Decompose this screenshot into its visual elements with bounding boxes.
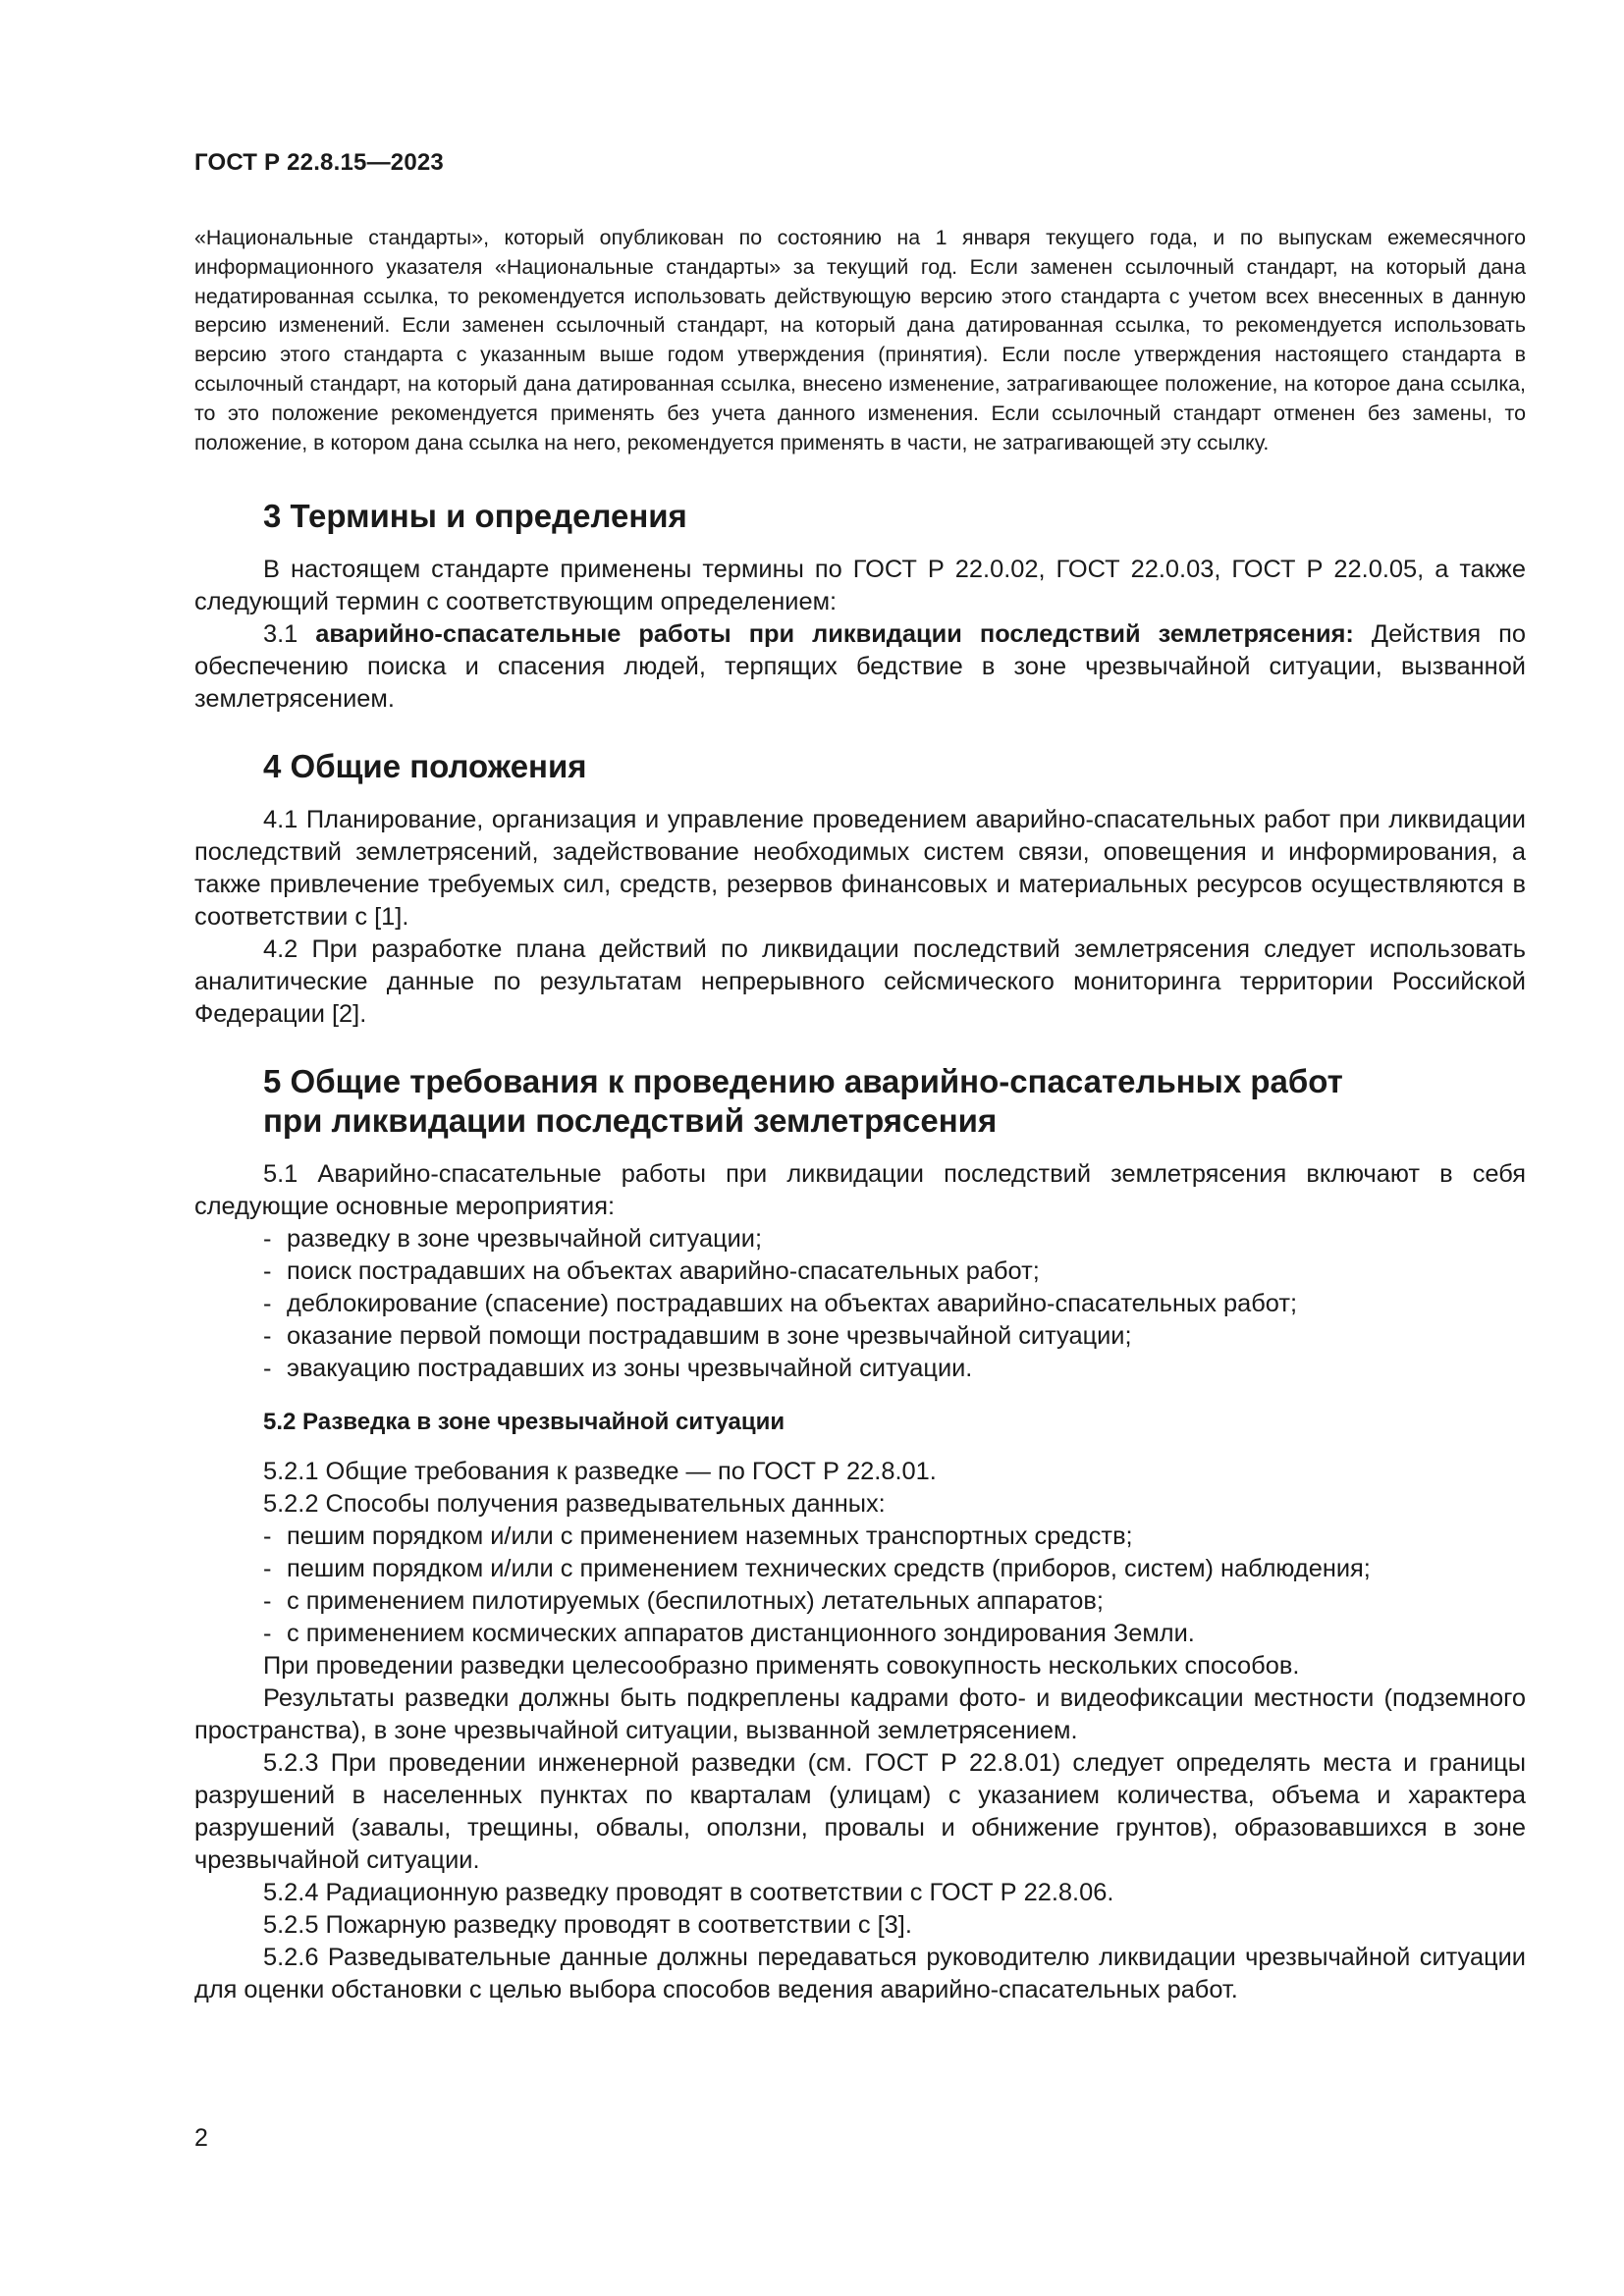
term-name: аварийно-спасательные работы при ликвидации последствий землетрясения: <box>315 620 1354 649</box>
section-5-title-line-2: при ликвидации последствий землетрясения <box>263 1102 998 1140</box>
recon-methods-list <box>194 1521 1526 1650</box>
section-3-paragraph-1: В настоящем стандарте применены термины по ГОСТ Р 22.0.02, ГОСТ 22.0.03, ГОСТ Р 22.0.05, а также следующий термин с соответствующим определением: <box>194 556 1526 616</box>
section-5-title-line-1: 5 Общие требования к проведению аварийно-спасательных работ <box>263 1063 1343 1100</box>
paragraph-5-2-2: 5.2.2 Способы получения разведывательных данных: <box>263 1490 886 1519</box>
section-5-paragraph-1: 5.1 Аварийно-спасательные работы при ликвидации последствий землетрясения включают в себя следующие основные мероприятия: <box>194 1160 1526 1221</box>
section-5-title <box>194 1062 1526 1141</box>
paragraph-5-2-1: 5.2.1 Общие требования к разведке — по ГОСТ Р 22.8.01. <box>263 1458 937 1486</box>
page-number: 2 <box>194 2124 208 2152</box>
section-4-title: 4 Общие положения <box>263 748 587 785</box>
list-item: - с применением космических аппаратов дистанционного зондирования Земли. <box>263 1620 1195 1648</box>
paragraph-combination: При проведении разведки целесообразно применять совокупность нескольких способов. <box>263 1652 1300 1681</box>
section-4-paragraph-1: 4.1 Планирование, организация и управление проведением аварийно-спасательных работ при ликвидации последствий землетрясений, задействование необходимых систем связи, оповещения и информирования, а также привлечение требуемых сил, средств, резервов финансовых и материальных ресурсов осуществляются в соответствии с [1]. <box>194 806 1526 932</box>
document-code-header: ГОСТ Р 22.8.15—2023 <box>194 149 444 176</box>
list-item: - пешим порядком и/или с применением наземных транспортных средств; <box>263 1522 1133 1551</box>
subsection-5-2-title: 5.2 Разведка в зоне чрезвычайной ситуации <box>263 1409 785 1436</box>
page-content <box>194 224 1526 2006</box>
list-item: - разведку в зоне чрезвычайной ситуации; <box>263 1225 763 1254</box>
term-number: 3.1 <box>263 620 316 649</box>
list-item: - оказание первой помощи пострадавшим в зоне чрезвычайной ситуации; <box>263 1322 1132 1351</box>
term-3-1 <box>194 618 1526 716</box>
measures-list <box>194 1223 1526 1385</box>
list-item: - с применением пилотируемых (беспилотных) летательных аппаратов; <box>263 1587 1104 1616</box>
paragraph-5-2-6: 5.2.6 Разведывательные данные должны передаваться руководителю ликвидации чрезвычайной ситуации для оценки обстановки с целью выбора способов ведения аварийно-спасательных работ. <box>194 1944 1526 2004</box>
list-item: - пешим порядком и/или с применением технических средств (приборов, систем) наблюдения; <box>263 1555 1371 1583</box>
paragraph-results: Результаты разведки должны быть подкреплены кадрами фото- и видеофиксации местности (подземного пространства), в зоне чрезвычайной ситуации, вызванной землетрясением. <box>194 1684 1526 1745</box>
intro-paragraph: «Национальные стандарты», который опубликован по состоянию на 1 января текущего года, и по выпускам ежемесячного информационного указателя «Национальные стандарты» за текущий год. Если заменен ссылочный стандарт, на который дана недатированная ссылка, то рекомендуется использовать действующую версию этого стандарта с учетом всех внесенных в данную версию изменений. Если заменен ссылочный стандарт, на который дана датированная ссылка, то рекомендуется использовать версию этого стандарта с указанным выше годом утверждения (принятия). Если после утверждения настоящего стандарта в ссылочный стандарт, на который дана датированная ссылка, внесено изменение, затрагивающее положение, на которое дана ссылка, то это положение рекомендуется применять без учета данного изменения. Если ссылочный стандарт отменен без замены, то положение, в котором дана ссылка на него, рекомендуется применять в части, не затрагивающей эту ссылку. <box>194 226 1526 454</box>
section-3-title: 3 Термины и определения <box>263 498 687 535</box>
term-definition: Действия по обеспечению поиска и спасения людей, терпящих бедствие в зоне чрезвычайной ситуации, вызванной землетрясением. <box>194 620 1526 714</box>
paragraph-5-2-5: 5.2.5 Пожарную разведку проводят в соответствии с [3]. <box>263 1911 912 1940</box>
list-item: - поиск пострадавших на объектах аварийно-спасательных работ; <box>263 1257 1040 1286</box>
paragraph-5-2-3: 5.2.3 При проведении инженерной разведки (см. ГОСТ Р 22.8.01) следует определять места и границы разрушений в населенных пунктах по кварталам (улицам) с указанием количества, объема и характера разрушений (завалы, трещины, обвалы, оползни, провалы и обнижение грунтов), образовавшихся в зоне чрезвычайной ситуации. <box>194 1749 1526 1875</box>
paragraph-5-2-4: 5.2.4 Радиационную разведку проводят в соответствии с ГОСТ Р 22.8.06. <box>263 1879 1114 1907</box>
section-4-paragraph-2: 4.2 При разработке плана действий по ликвидации последствий землетрясения следует использовать аналитические данные по результатам непрерывного сейсмического мониторинга территории Российской Федерации [2]. <box>194 935 1526 1029</box>
list-item: - деблокирование (спасение) пострадавших на объектах аварийно-спасательных работ; <box>263 1290 1298 1318</box>
list-item: - эвакуацию пострадавших из зоны чрезвычайной ситуации. <box>263 1355 973 1383</box>
